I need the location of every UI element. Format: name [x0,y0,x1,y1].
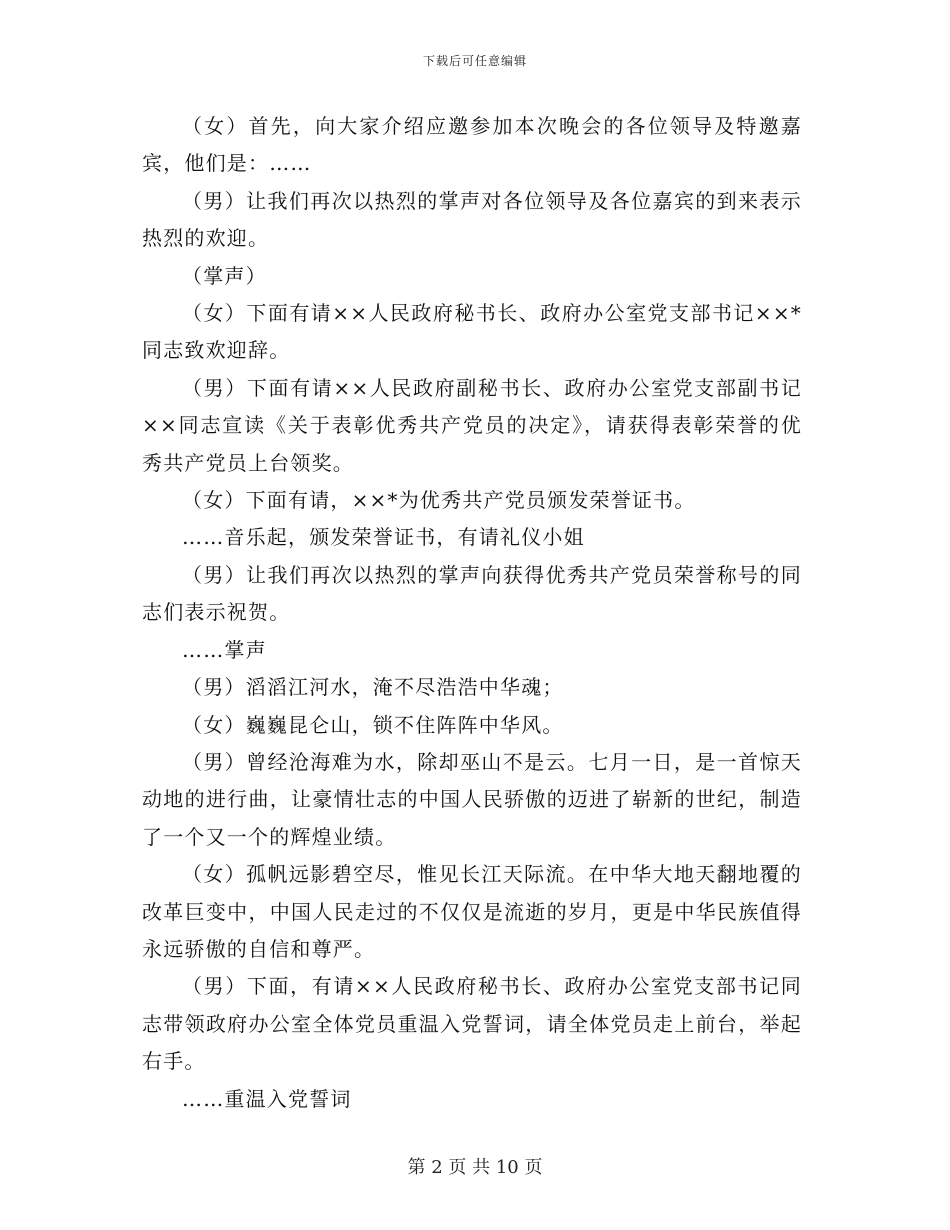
document-body [142,108,802,1118]
paragraph: （女）首先，向大家介绍应邀参加本次晚会的各位领导及特邀嘉宾，他们是：…… [142,114,802,176]
paragraph: （女）下面有请××人民政府秘书长、政府办公室党支部书记××*同志致欢迎辞。 [142,301,802,363]
paragraph: ……音乐起，颁发荣誉证书，有请礼仪小姐 [182,525,585,550]
paragraph: （男）曾经沧海难为水，除却巫山不是云。七月一日，是一首惊天动地的进行曲，让豪情壮志的中国人民骄傲的迈进了崭新的世纪，制造了一个又一个的辉煌业绩。 [142,749,802,849]
paragraph: ……掌声 [182,637,267,662]
paragraph: （男）滔滔江河水，淹不尽浩浩中华魂； [182,675,564,700]
page-header: 下载后可任意编辑 [422,54,527,68]
paragraph: （女）巍巍昆仑山，锁不住阵阵中华风。 [182,712,564,737]
page-number-footer: 第 2 页 共 10 页 [407,1157,543,1178]
paragraph: （男）让我们再次以热烈的掌声向获得优秀共产党员荣誉称号的同志们表示祝贺。 [142,562,802,625]
paragraph: （男）让我们再次以热烈的掌声对各位领导及各位嘉宾的到来表示热烈的欢迎。 [142,188,802,251]
paragraph: ……重温入党誓词 [182,1086,352,1111]
paragraph: （男）下面，有请××人民政府秘书长、政府办公室党支部书记同志带领政府办公室全体党员重温入党誓词，请全体党员走上前台，举起右手。 [142,974,802,1074]
paragraph: （女）孤帆远影碧空尽，惟见长江天际流。在中华大地天翻地覆的改革巨变中，中国人民走过的不仅仅是流逝的岁月，更是中华民族值得永远骄傲的自信和尊严。 [142,862,802,961]
paragraph: （掌声） [182,263,267,288]
paragraph: （男）下面有请××人民政府副秘书长、政府办公室党支部副书记××同志宣读《关于表彰优秀共产党员的决定》，请获得表彰荣誉的优秀共产党员上台领奖。 [142,375,802,475]
paragraph: （女）下面有请，××*为优秀共产党员颁发荣誉证书。 [182,488,696,513]
